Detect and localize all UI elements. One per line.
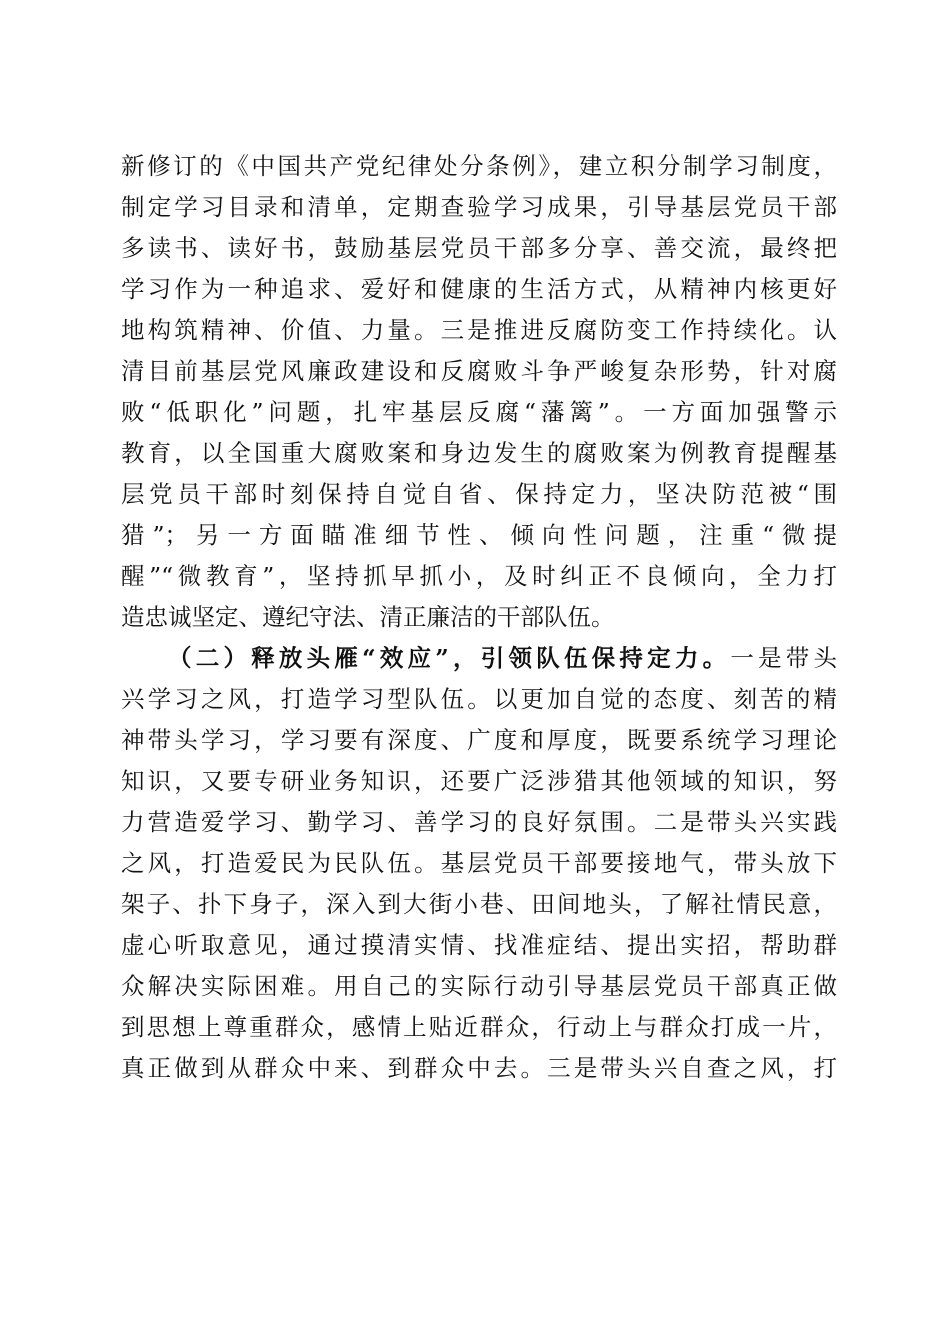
paragraph-line: 知识，又要专研业务知识，还要广泛涉猎其他领域的知识，努 — [121, 767, 837, 795]
paragraph-line: 地构筑精神、价值、力量。三是推进反腐防变工作持续化。认 — [121, 316, 837, 344]
paragraph-line: 造忠诚坚定、遵纪守法、清正廉洁的干部队伍。 — [121, 603, 615, 631]
paragraph-line: 教育，以全国重大腐败案和身边发生的腐败案为例教育提醒基 — [121, 439, 837, 467]
paragraph-line: 败“低职化”问题，扎牢基层反腐“藩篱”。一方面加强警示 — [121, 398, 837, 426]
paragraph-line: 之风，打造爱民为民队伍。基层党员干部要接地气，带头放下 — [121, 849, 837, 877]
paragraph-line: 力营造爱学习、勤学习、善学习的良好氛围。二是带头兴实践 — [121, 808, 837, 836]
paragraph-line: 层党员干部时刻保持自觉自省、保持定力，坚决防范被“围 — [121, 480, 837, 508]
paragraph-line: 醒”“微教育”，坚持抓早抓小，及时纠正不良倾向，全力打 — [121, 562, 837, 590]
paragraph-line: 清目前基层党风廉政建设和反腐败斗争严峻复杂形势，针对腐 — [121, 357, 837, 385]
section-heading-line — [121, 638, 837, 679]
paragraph-line: 制定学习目录和清单，定期查验学习成果，引导基层党员干部 — [121, 193, 837, 221]
paragraph-line: 虚心听取意见，通过摸清实情、找准症结、提出实招，帮助群 — [121, 931, 837, 959]
heading-line-rest: 一是带头 — [730, 644, 837, 672]
paragraph-line: 真正做到从群众中来、到群众中去。三是带头兴自查之风，打 — [121, 1054, 837, 1082]
body-text — [121, 146, 837, 1089]
paragraph-line: 架子、扑下身子，深入到大街小巷、田间地头，了解社情民意， — [121, 890, 837, 918]
paragraph-line: 神带头学习，学习要有深度、广度和厚度，既要系统学习理论 — [121, 726, 837, 754]
paragraph-line: 兴学习之风，打造学习型队伍。以更加自觉的态度、刻苦的精 — [121, 685, 837, 713]
paragraph-line: 多读书、读好书，鼓励基层党员干部多分享、善交流，最终把 — [121, 234, 837, 262]
paragraph-line: 新修订的《中国共产党纪律处分条例》，建立积分制学习制度， — [121, 152, 837, 180]
paragraph-line: 猎”；另一方面瞄准细节性、倾向性问题，注重“微提 — [121, 521, 837, 549]
paragraph-line: 众解决实际困难。用自己的实际行动引导基层党员干部真正做 — [121, 972, 837, 1000]
paragraph-line: 学习作为一种追求、爱好和健康的生活方式，从精神内核更好 — [121, 275, 837, 303]
paragraph-line: 到思想上尊重群众，感情上贴近群众，行动上与群众打成一片， — [121, 1013, 837, 1041]
section-heading: （二）释放头雁“效应”，引领队伍保持定力。 — [168, 644, 731, 672]
